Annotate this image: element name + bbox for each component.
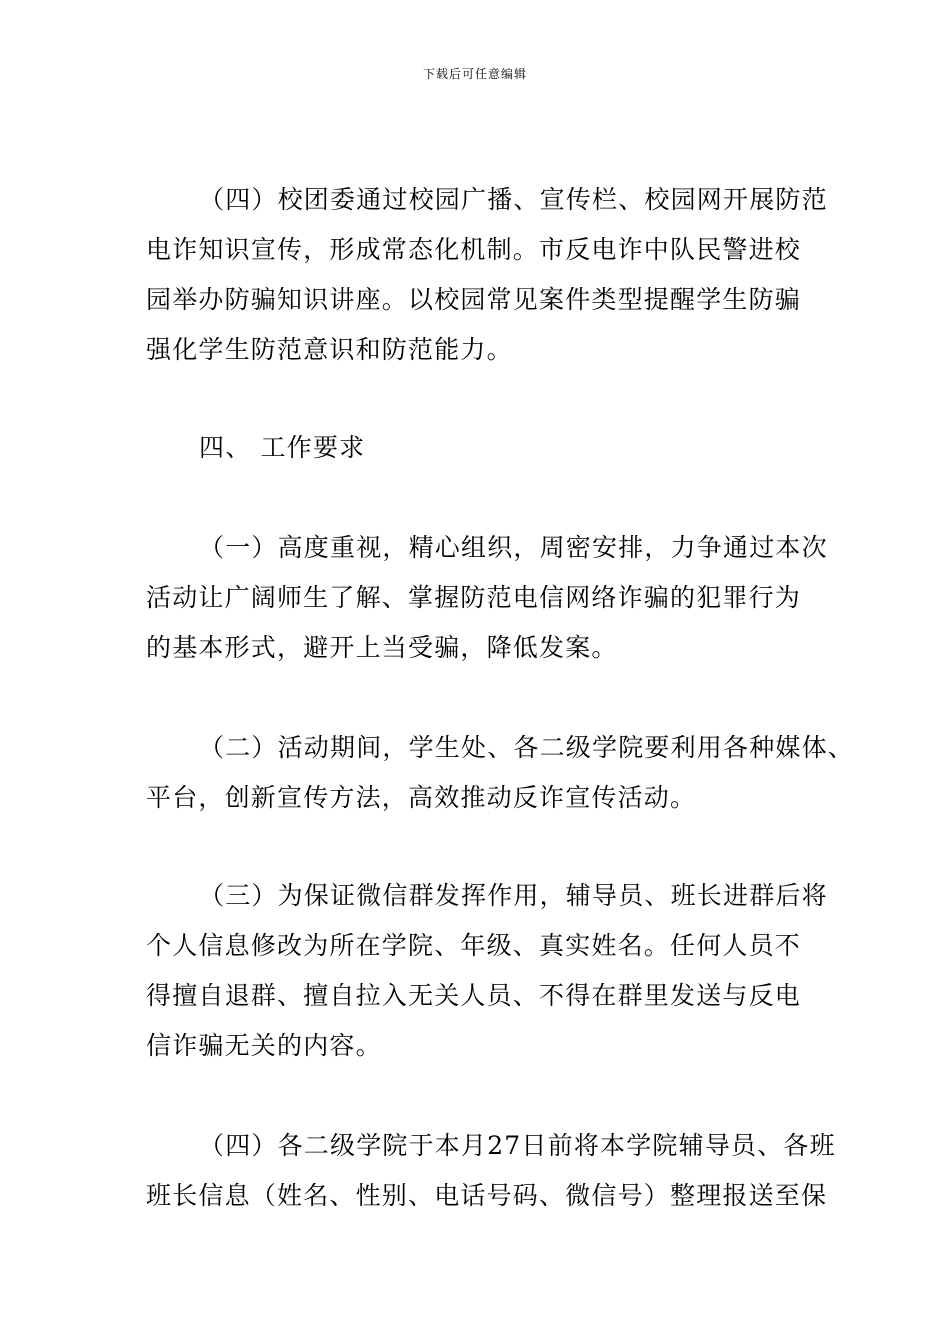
requirement-2-line-1: （二）活动期间，学生处、各二级学院要利用各种媒体、 (199, 733, 855, 762)
requirement-2-line-2: 平台，创新宣传方法，高效推动反诈宣传活动。 (146, 783, 697, 812)
section-heading: 四、 工作要求 (199, 433, 366, 462)
requirement-3-line-4: 信诈骗无关的内容。 (146, 1031, 382, 1060)
paragraph-4-line-3: 园举办防骗知识讲座。以校园常见案件类型提醒学生防骗 (146, 285, 802, 314)
paragraph-4-line-2: 电诈知识宣传，形成常态化机制。市反电诈中队民警进校 (146, 235, 802, 264)
requirement-3-line-2: 个人信息修改为所在学院、年级、真实姓名。任何人员不 (146, 931, 802, 960)
requirement-1-line-3: 的基本形式，避开上当受骗，降低发案。 (146, 633, 618, 662)
requirement-3-line-3: 得擅自退群、擅自拉入无关人员、不得在群里发送与反电 (146, 981, 802, 1010)
requirement-1-line-1: （一）高度重视，精心组织，周密安排，力争通过本次 (199, 533, 828, 562)
requirement-1-line-2: 活动让广阔师生了解、掌握防范电信网络诈骗的犯罪行为 (146, 583, 802, 612)
paragraph-4-line-1: （四）校团委通过校园广播、宣传栏、校园网开展防范 (199, 185, 828, 214)
paragraph-4-line-4: 强化学生防范意识和防范能力。 (146, 335, 513, 364)
requirement-4-line-1: （四）各二级学院于本月27日前将本学院辅导员、各班 (199, 1131, 836, 1160)
requirement-3-line-1: （三）为保证微信群发挥作用，辅导员、班长进群后将 (199, 881, 828, 910)
requirement-4-line-2: 班长信息（姓名、性别、电话号码、微信号）整理报送至保 (146, 1181, 828, 1210)
page-header: 下载后可任意编辑 (422, 67, 527, 81)
